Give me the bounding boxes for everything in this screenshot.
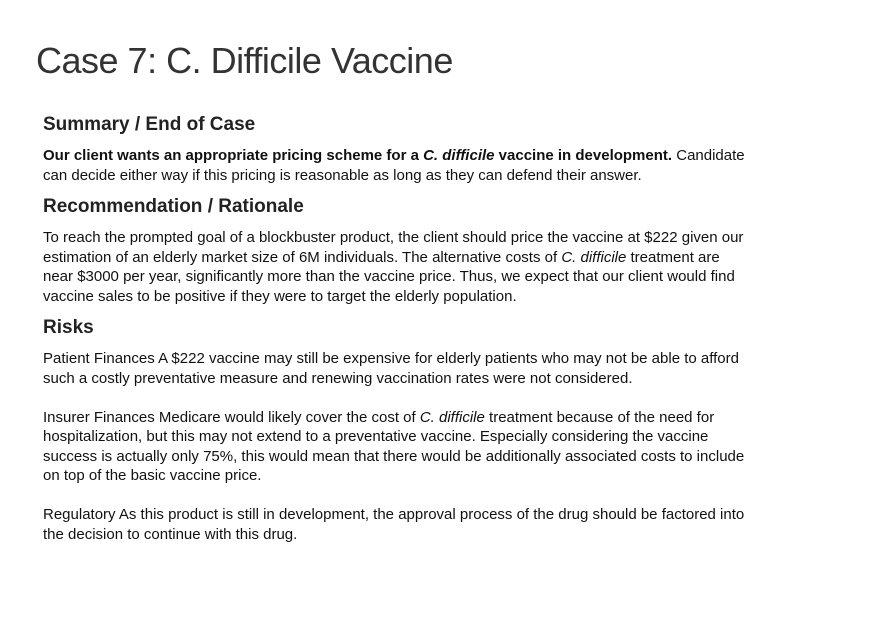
summary-heading: Summary / End of Case bbox=[43, 114, 256, 135]
summary-paragraph bbox=[43, 146, 753, 185]
recommendation-text-italic: C. difficile bbox=[561, 248, 627, 266]
slide-content bbox=[43, 113, 753, 544]
recommendation-section bbox=[43, 195, 753, 306]
summary-rest: Candidate can decide either way if this pricing is reasonable as long as they can defend their answer. bbox=[43, 147, 745, 184]
summary-section bbox=[43, 113, 753, 185]
recommendation-text-pre: To reach the prompted goal of a blockbuster product, the client should price the vaccine at $222 given our estimation of an elderly market size of 6M individuals. The alternative costs of bbox=[43, 229, 744, 266]
risk-insurer-text-italic: C. difficile bbox=[419, 408, 485, 426]
risk-insurer-paragraph bbox=[43, 408, 753, 486]
summary-bold-post: vaccine in development. bbox=[494, 147, 673, 164]
risk-patient-text: A $222 vaccine may still be expensive for elderly patients who may not be able to afford such a costly preventative measure and renewing vaccination rates were not considered. bbox=[43, 350, 739, 387]
risk-patient-label: Patient Finances bbox=[43, 350, 155, 367]
slide-title: Case 7: C. Difficile Vaccine bbox=[36, 40, 453, 81]
recommendation-text-post: treatment are near $3000 per year, significantly more than the vaccine price. Thus, we expect that our client would find vaccine sales to be positive if they were to target the elderly population. bbox=[43, 248, 735, 305]
summary-bold-pre: Our client wants an appropriate pricing scheme for a bbox=[43, 147, 424, 164]
risk-insurer-text-post: treatment because of the need for hospitalization, but this may not extend to a preventative vaccine. Especially considering the vaccine success is actually only 75%, this would mean that there would be additionally associated costs to include on top of the basic vaccine price. bbox=[43, 408, 745, 484]
recommendation-heading: Recommendation / Rationale bbox=[43, 196, 304, 217]
risk-patient-paragraph bbox=[43, 349, 753, 388]
risk-regulatory-text: As this product is still in development, the approval process of the drug should be factored into the decision to continue with this drug. bbox=[43, 506, 745, 543]
risk-regulatory-label: Regulatory bbox=[43, 506, 116, 523]
risk-regulatory-paragraph bbox=[43, 505, 753, 544]
paragraph-gap bbox=[43, 486, 753, 506]
risks-heading: Risks bbox=[43, 317, 94, 338]
risk-insurer-label: Insurer Finances bbox=[43, 408, 155, 426]
summary-bold-italic: C. difficile bbox=[423, 147, 495, 164]
paragraph-gap bbox=[43, 388, 753, 408]
recommendation-paragraph bbox=[43, 228, 753, 306]
risks-section bbox=[43, 316, 753, 544]
risk-insurer-text-pre: Medicare would likely cover the cost of bbox=[154, 408, 420, 426]
